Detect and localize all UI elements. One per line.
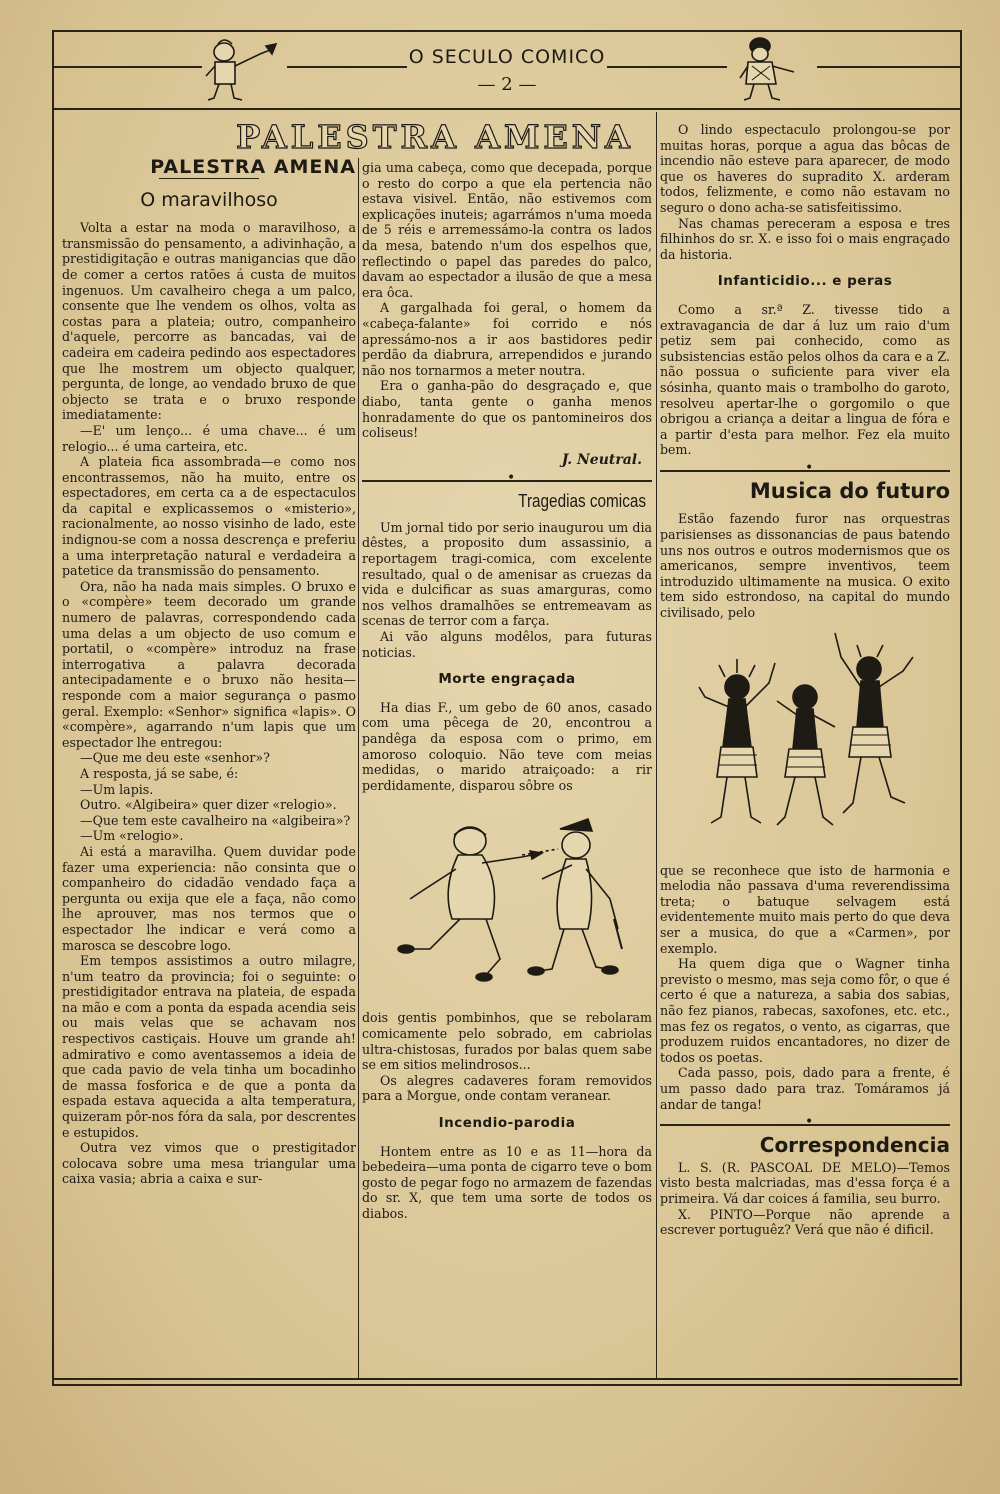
banner-title: PALESTRA AMENA <box>236 118 634 156</box>
paragraph: —E' um lenço... é uma chave... é um relogio... é uma carteira, etc. <box>62 422 356 454</box>
paragraph: A resposta, já se sabe, é: <box>80 765 239 781</box>
section-divider <box>660 1120 950 1130</box>
paragraph: Volta a estar na moda o maravilhoso, a transmissão do pensamento, a adivinhação, a prestidigitação e outras manigancias que dão de comer a certos ratões á custa de muitos ingenuos. Um cavalheiro chega a um palco, consente que lhe vendem os olhos, volta as costas para a plateia; outro, companheiro d'aquele, percorre as bancadas, vai de cadeira em cadeira pedindo aos espectadores que lhe mostrem um objecto qualquer, pergunta, de longe, ao vendado bruxo de que objecto se trata e o bruxo responde imediatamente: <box>62 220 356 423</box>
paragraph: gia uma cabeça, como que decepada, porque o resto do corpo a que ela pertencia não estava visivel. Então, não estivemos com explicações inuteis; agarrámos n'uma moeda de 5 réis e arremessámo-la contra os lados da mesa, batendo n'um dos espelhos que, reflectindo o papel das paredes do palco, davam ao espectador a ilusão de que a mesa era ôca. <box>362 160 652 300</box>
paragraph: Ha dias F., um gebo de 60 anos, casado com uma pêcega de 20, encontrou a pandêga da esposa com o primo, em amoroso coloquio. Não teve com meias medidas, o marido atraiçoado: a rir perdidamente, disparou sôbre os <box>362 699 652 793</box>
article-title-morte: Morte engraçada <box>438 671 576 688</box>
paragraph: Estão fazendo furor nas orquestras parisienses as dissonancias de paus batendo uns nos outros e outros modernismos que os americanos, sempre inventivos, teem introduzido ultimamente na musica. O exito tem sido estrondoso, na capital do mundo civilisado, pelo <box>660 511 950 621</box>
bottom-rule <box>52 1378 958 1380</box>
section-divider <box>362 476 652 486</box>
paragraph: Era o ganha-pão do desgraçado e, que diabo, tanta gente o ganha menos honradamente do que os pantomineiros dos coliseus! <box>362 378 652 441</box>
masthead-figure-right <box>732 32 812 106</box>
section-title-musica: Musica do futuro <box>749 478 950 503</box>
column-rule-2 <box>656 112 657 1380</box>
section-divider <box>660 466 950 476</box>
article-title-incendio: Incendio-parodia <box>438 1114 576 1131</box>
paragraph: A gargalhada foi geral, o homem da «cabeça-falante» foi corrido e nós apressámo-nos a ir aos bastidores pedir perdão da diabrura, arrependidos e jurando não nos tornarmos a meter noutra. <box>362 300 652 378</box>
column-2 <box>362 160 652 1222</box>
dancers-illustration <box>685 627 925 857</box>
paragraph: Ai vão alguns modêlos, para futuras noticias. <box>362 629 652 660</box>
section-title-palestra: PALESTRA AMENA <box>150 156 356 178</box>
paragraph: —Que tem este cavalheiro na «algibeira»? <box>80 812 351 828</box>
column-3 <box>660 122 950 1238</box>
paragraph: Hontem entre as 10 e as 11—hora da bebedeira—uma ponta de cigarro teve o bom gosto de pegar fogo no armazem de fazendas do sr. X, que tem uma sorte de todos os diabos. <box>362 1143 652 1221</box>
paragraph: —Que me deu este «senhor»? <box>80 750 270 766</box>
paragraph: Um jornal tido por serio inaugurou um dia dêstes, a proposito dum assassinio, a reportagem tragi-comica, com excelente resultado, qual o de amenisar as cruezas da vida e dulcificar as suas amarguras, como nos velhos dramalhões se entremeavam as scenas de terror com a farça. <box>362 519 652 629</box>
paragraph: Ai está a maravilha. Quem duvidar pode fazer uma experiencia: não consinta que o companheiro do cidadão vendado faça a pergunta ou exija que ele a faça, não como lhe aprouver, mas nos termos que o espectador lhe indicar e verá como a marosca se descobre logo. <box>62 843 356 953</box>
paragraph: Outra vez vimos que o prestigitador colocava sobre uma mesa triangular uma caixa vasia; abria a caixa e sur- <box>62 1140 356 1187</box>
paragraph: O lindo espectaculo prolongou-se por muitas horas, porque a agua das bôcas de incendio não esteve para aparecer, de modo que os haveres do supradito X. arderam todos, felizmente, e como não estavam no seguro o dono acha-se satisfeitissimo. <box>660 122 950 215</box>
article-title-maravilhoso: O maravilhoso <box>140 188 278 211</box>
section-title-tragedias: Tragedias comicas <box>518 491 646 512</box>
section-title-correspondencia: Correspondencia <box>759 1133 950 1158</box>
paragraph: dois gentis pombinhos, que se rebolaram comicamente pelo sobrado, em cabriolas ultra-chistosas, furados por balas quem sabe se em sitios melindrosos... <box>362 1010 652 1073</box>
paragraph: Ha quem diga que o Wagner tinha previsto o mesmo, mas seja como fôr, o que é certo é que a natureza, a sabia dos sabias, não fez pianos, rabecas, saxofones, etc. etc., mas fez os regatos, o vento, as cigarras, que produzem ruidos encantadores, no dizer de todos os poetas. <box>660 956 950 1065</box>
page-number: — 2 — <box>477 74 537 95</box>
paragraph: Nas chamas pereceram a esposa e tres filhinhos do sr. X. e isso foi o mais engraçado da historia. <box>660 215 950 262</box>
masthead <box>52 30 962 110</box>
paragraph: Os alegres cadaveres foram removidos para a Morgue, onde contam veranear. <box>362 1072 652 1104</box>
paragraph: Como a sr.ª Z. tivesse tido a extravagancia de dar á luz um raio d'um petiz sem pai conhecido, como as subsistencias estão pelos olhos da cara e a Z. não possua o suficiente para viver ela sósinha, quanto mais o trambolho do garoto, resolveu apertar-lhe o gorgomilo o que obrigou a criança a deitar a lingua de fóra e a partir d'esta para melhor. Fez ela muito bem. <box>660 301 950 458</box>
column-rule-1 <box>358 158 359 1380</box>
paragraph: —Um «relogio». <box>80 828 184 844</box>
paragraph: Outro. «Algibeira» quer dizer «relogio». <box>80 797 337 813</box>
paragraph: Ora, não ha nada mais simples. O bruxo e o «compère» teem decorado um grande numero de palavras, correspondendo cada uma delas a um objecto de uso comum e portatil, o «compère» introduz na frase interrogativa a palavra decorada antecipadamente e o bruxo não hesita—responde com a maior segurança o pasmo geral. Exemplo: «Senhor» significa «lapis». O «compère», agarrando n'um lapis que um espectador lhe entregou: <box>62 578 356 750</box>
paragraph: que se reconhece que isto de harmonia e melodia não passava d'uma reverendissima treta; o batuque selvagem está evidentemente muito mais perto do que deva ser a musica, do que a «Carmen», por exemplo. <box>660 862 950 956</box>
article-title-infanticidio: Infanticidio... e peras <box>717 273 893 290</box>
paragraph: Em tempos assistimos a outro milagre, n'um teatro da provincia; foi o seguinte: o prestidigitador entrava na plateia, de espada na mão e com a ponta da espada acendia seis ou mais velas que se achavam nos respectivos castiçais. Houve um grande ah! admirativo e como aventassemos a ideia de que cada pavio de vela tinha um bocadinho de massa fosforica e de que a ponta da espada estava aquecida a alta temperatura, quizeram pôr-nos fóra da sala, por descrentes e estupidos. <box>62 953 356 1140</box>
paragraph: X. PINTO—Porque não aprende a escrever portuguêz? Verá que não é dificil. <box>660 1206 950 1238</box>
author-signature: J. Neutral. <box>561 451 642 468</box>
paragraph: L. S. (R. PASCOAL DE MELO)—Temos visto besta malcriadas, mas d'essa força é a primeira. Vá dar coices á familia, seu burro. <box>660 1159 950 1206</box>
column-1 <box>62 156 356 1187</box>
paragraph: —Um lapis. <box>80 781 154 797</box>
paragraph: A plateia fica assombrada—e como nos encontrassemos, não ha muito, entre os espectadores, em certa ca a de espectaculos da capital e explicassemos o «misterio», racionalmente, ao nosso visinho de lado, este indignou-se com a nossa descrença e preferiu a uma interpretação natural e verdadeira a patetice da transmissão do pensamento. <box>62 454 356 579</box>
newspaper-title: O SECULO COMICO <box>408 46 606 68</box>
paragraph: Cada passo, pois, dado para a frente, é um passo dado para traz. Tomáramos já andar de tanga! <box>660 1065 950 1112</box>
duel-illustration <box>382 799 632 1004</box>
